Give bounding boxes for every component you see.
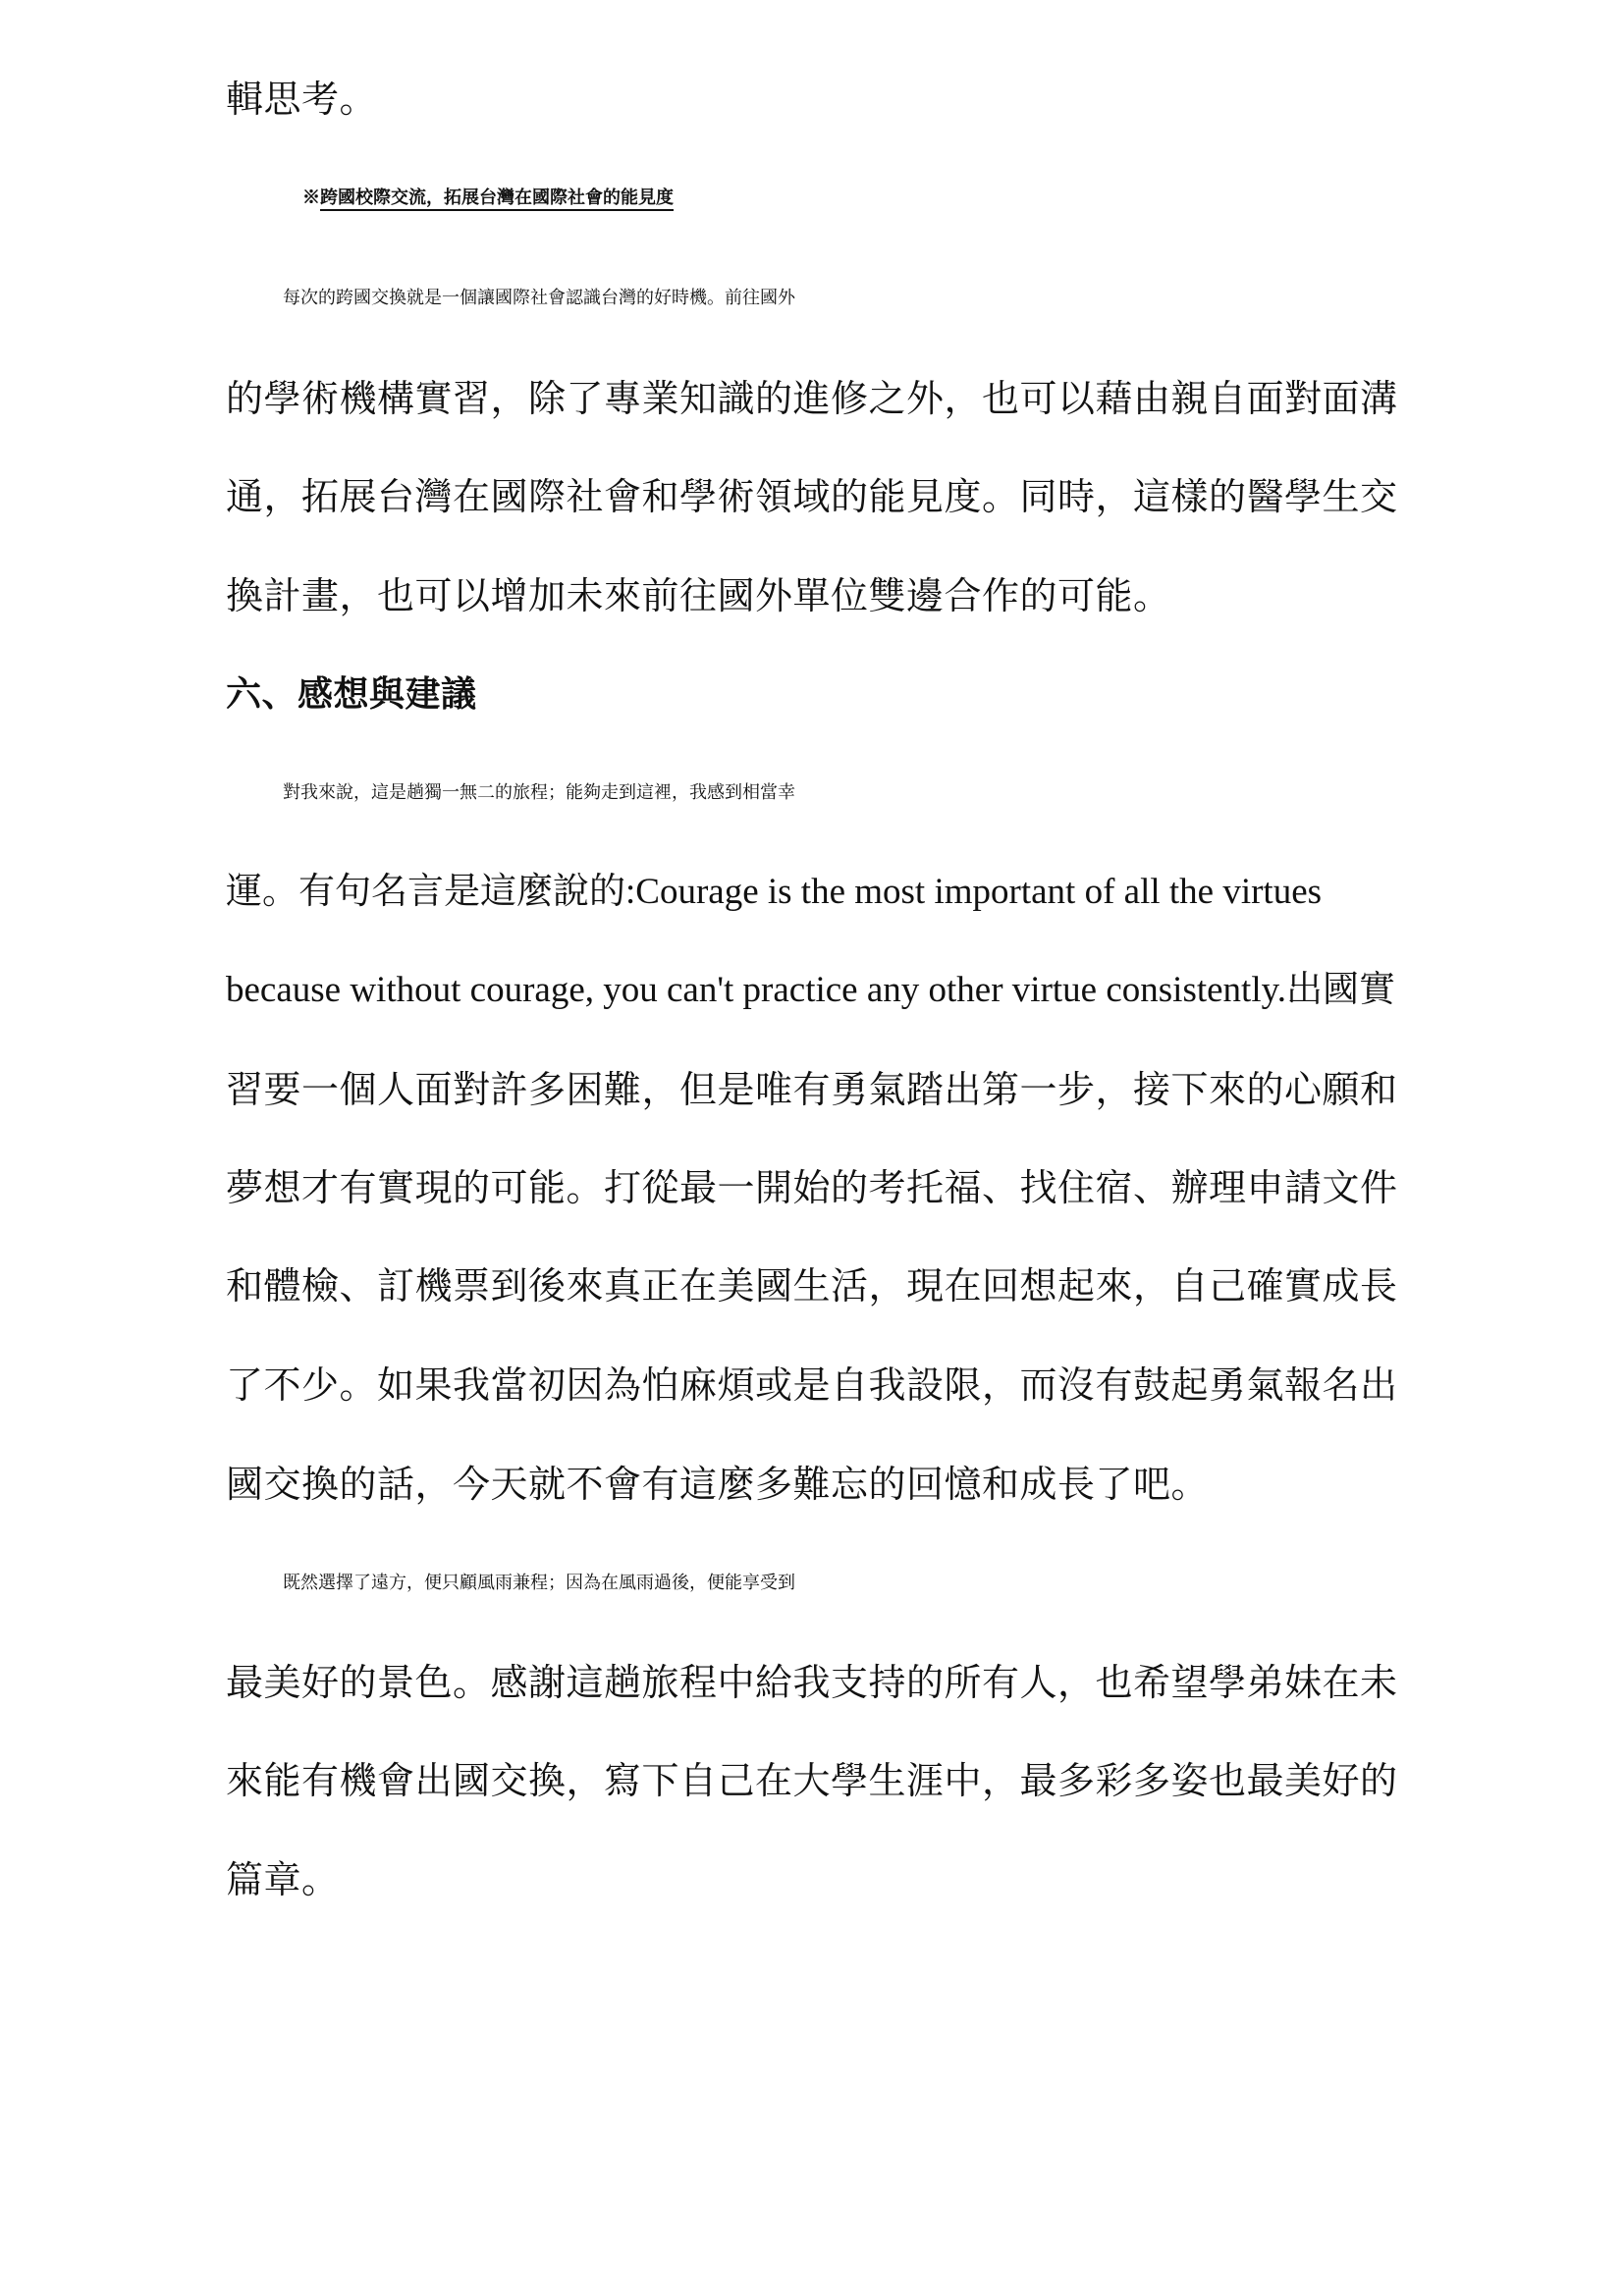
paragraph-line: 通，拓展台灣在國際社會和學術領域的能見度。同時，這樣的醫學生交	[226, 475, 1398, 518]
paragraph-line: 對我來說，這是趟獨一無二的旅程；能夠走到這裡，我感到相當幸	[283, 782, 795, 803]
paragraph-line: 國交換的話，今天就不會有這麼多難忘的回憶和成長了吧。	[226, 1463, 1210, 1506]
paragraph-line: 和體檢、訂機票到後來真正在美國生活，現在回想起來，自己確實成長	[226, 1264, 1398, 1308]
section-heading: 六、感想與建議	[226, 674, 477, 715]
paragraph-line: 篇章。	[226, 1858, 340, 1901]
paragraph-line: 運。有句名言是這麼說的:Courage is the most important of all the virtues	[226, 872, 1323, 912]
paragraph-line: 夢想才有實現的可能。打從最一開始的考托福、找住宿、辦理申請文件	[226, 1166, 1398, 1209]
paragraph-line: 既然選擇了遠方，便只顧風雨兼程；因為在風雨過後，便能享受到	[283, 1573, 795, 1593]
paragraph-line: 的學術機構實習，除了專業知識的進修之外，也可以藉由親自面對面溝	[226, 377, 1398, 420]
paragraph-line: 輯思考。	[226, 78, 378, 121]
section-subheading	[302, 174, 1490, 223]
paragraph-line: 了不少。如果我當初因為怕麻煩或是自我設限，而沒有鼓起勇氣報名出	[226, 1363, 1398, 1407]
paragraph-line: 最美好的景色。感謝這趟旅程中給我支持的所有人，也希望學弟妹在未	[226, 1661, 1398, 1704]
paragraph-line: because without courage, you can't practice any other virtue consistently.出國實	[226, 970, 1395, 1010]
subheading-text: 跨國校際交流，拓展台灣在國際社會的能見度	[320, 187, 674, 208]
paragraph-line: 習要一個人面對許多困難，但是唯有勇氣踏出第一步，接下來的心願和	[226, 1068, 1398, 1111]
reference-mark: ※	[302, 187, 320, 208]
paragraph-line: 換計畫，也可以增加未來前往國外單位雙邊合作的可能。	[226, 574, 1171, 617]
paragraph-line: 來能有機會出國交換，寫下自己在大學生涯中，最多彩多姿也最美好的	[226, 1759, 1398, 1802]
paragraph-line: 每次的跨國交換就是一個讓國際社會認識台灣的好時機。前往國外	[283, 288, 795, 308]
